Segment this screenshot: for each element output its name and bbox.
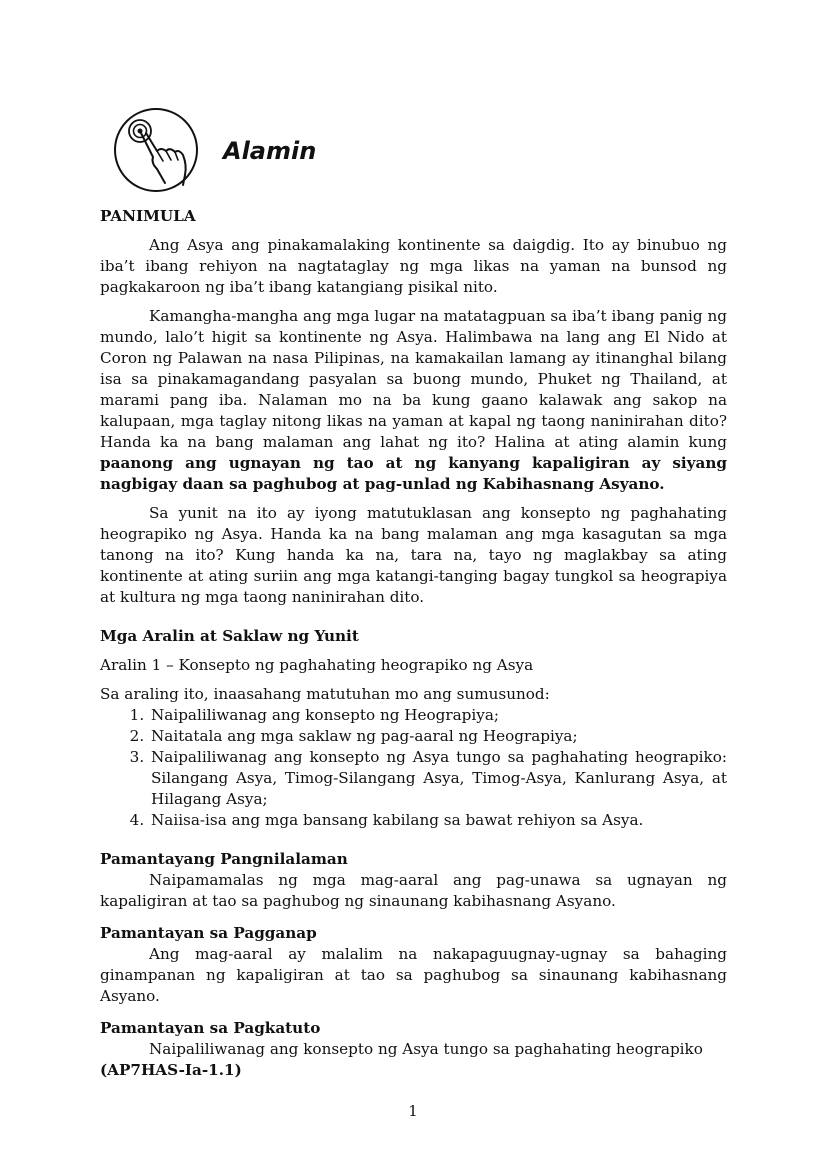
pagkatuto-heading: Pamantayan sa Pagkatuto (100, 1019, 321, 1037)
tap-hand-icon (113, 107, 199, 193)
objective-item: 1. Naipaliliwanag ang konsepto ng Heograpiya; (149, 705, 727, 726)
objective-item: 2. Naitatala ang mga saklaw ng pag-aaral ng Heograpiya; (149, 726, 727, 747)
pangnilalaman-text: Naipamamalas ng mga mag-aaral ang pag-unawa sa ugnayan ng kapaligiran at tao sa paghubog ng sinaunang kabihasnang Asyano. (100, 871, 727, 910)
aralin-intro: Sa araling ito, inaasahang matutuhan mo ang sumusunod: (100, 685, 550, 703)
document-body (100, 206, 727, 1081)
page-number: 1 (408, 1102, 418, 1120)
objective-item: 4. Naiisa-isa ang mga bansang kabilang sa bawat rehiyon sa Asya. (149, 810, 727, 831)
panimula-paragraph-2-text: Kamangha-mangha ang mga lugar na matatagpuan sa iba’t ibang panig ng mundo, lalo’t higit sa kontinente ng Asya. Halimbawa na lang ang El Nido at Coron ng Palawan na nasa Pilipinas, na kamakailan lamang ay itinanghal bilang isa sa pinakamagandang pasyalan sa buong mundo, Phuket ng Thailand, at marami pang iba. Nalaman mo na ba kung gaano kalawak ang sakop na kalupaan, mga taglay nitong likas na yaman at kapal ng taong naninirahan dito? Handa ka na bang malaman ang lahat ng ito? Halina at ating alamin kung (100, 307, 727, 451)
pangnilalaman-heading: Pamantayang Pangnilalaman (100, 850, 348, 868)
pagganap-heading: Pamantayan sa Pagganap (100, 924, 317, 942)
pagkatuto-text: Naipaliliwanag ang konsepto ng Asya tungo sa paghahating heograpiko (149, 1040, 703, 1058)
aralin-lesson-title: Aralin 1 – Konsepto ng paghahating heograpiko ng Asya (100, 656, 534, 674)
panimula-paragraph-2-emphasis: paanong ang ugnayan ng tao at ng kanyang kapaligiran ay siyang nagbigay daan sa paghubog at pag-unlad ng Kabihasnang Asyano. (100, 454, 727, 493)
objectives-list (100, 705, 727, 831)
competency-code: (AP7HAS-Ia-1.1) (100, 1061, 242, 1079)
panimula-paragraph-3: Sa yunit na ito ay iyong matutuklasan ang konsepto ng paghahating heograpiko ng Asya. Handa ka na bang malaman ang mga kasagutan sa mga tanong na ito? Kung handa ka na, tara na, tayo ng maglakbay sa ating kontinente at ating suriin ang mga katangi-tanging bagay tungkol sa heograpiya at kultura ng mga taong naninirahan dito. (100, 504, 727, 606)
pagganap-text: Ang mag-aaral ay malalim na nakapaguugnay-ugnay sa bahaging ginampanan ng kapaligiran at tao sa paghubog sa sinaunang kabihasnang Asyano. (100, 945, 727, 1005)
section-title: Alamin (223, 137, 317, 165)
panimula-paragraph-1: Ang Asya ang pinakamalaking kontinente sa daigdig. Ito ay binubuo ng iba’t ibang rehiyon na nagtataglay ng mga likas na yaman na bunsod ng pagkakaroon ng iba’t ibang katangiang pisikal nito. (100, 236, 727, 296)
panimula-heading: PANIMULA (100, 207, 196, 225)
aralin-heading: Mga Aralin at Saklaw ng Yunit (100, 627, 359, 645)
objective-item: 3. Naipaliliwanag ang konsepto ng Asya tungo sa paghahating heograpiko: Silangang Asya, Timog-Silangang Asya, Timog-Asya, Kanlurang Asya, at Hilagang Asya; (149, 747, 727, 810)
panimula-paragraph-2 (100, 306, 727, 495)
